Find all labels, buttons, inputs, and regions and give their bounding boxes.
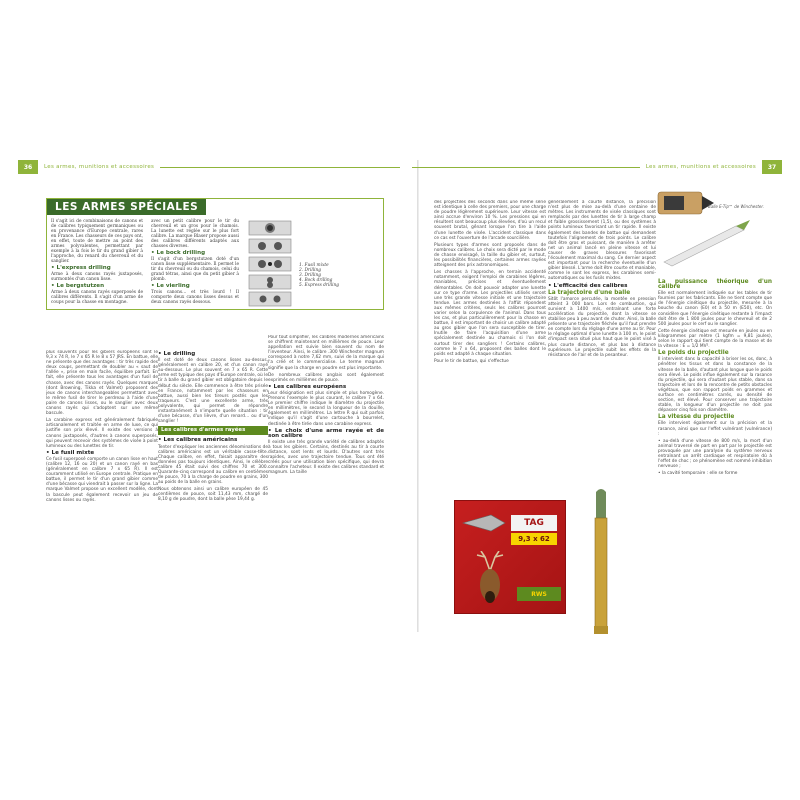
paragraph: Pour le tir de battue, qui s'effectue <box>434 358 509 364</box>
barrel-diagram-3 <box>249 257 291 271</box>
paragraph: • au-delà d'une vitesse de 800 m/s, la mort d'un animal traversé de part en part par le projectile est provoquée par une paralysie du système nerveux entraînant un arrêt cardiaque et respiratoire dû à l'effet de choc ; ce phénomène est nommé inhibition nerveuse ; <box>658 438 772 470</box>
etip-caption: Balle E-Tip™ de Winchester. <box>708 204 764 209</box>
left-column-2 <box>158 350 268 630</box>
box-heading-vierling: • Le vierling <box>151 283 190 289</box>
paragraph: Il est doté de deux canons lisses au-dessus, généralement en calibre 20, et d'un canon rayé au-dessous. Le plus souvent en 7 x 65 R. Cette arme est typique des pays d'Europe centrale, où le tir à balle du grand gibier est obligatoire depuis le début du siècle. Elle commence à être très prisée en France, notamment par les chasseurs en battue, aussi bien les tireurs postés que les traqueurs. C'est une excellente arme, très polyvalente, qui permet de répondre instantanément à n'importe quelle situation : tir d'une bécasse, d'un lièvre, d'un renard… ou d'un sanglier ! <box>158 358 268 425</box>
box-heading-bergstutzen: • Le bergstutzen <box>51 283 105 289</box>
heading-poids: Le poids du projectile <box>658 350 729 357</box>
heading-puissance: La puissance théorique d'un calibre <box>658 279 772 291</box>
paragraph: Sitôt l'amorce percutée, la montée en pression atteint 3 000 bars. Lors de combustion, qui survient à 1400 m/s, entraînant une forte accélération du projectile, dont la vitesse se stabilise peu à peu avant de chuter. Ainsi, la balle présente une trajectoire fléchée qu'il faut prendre en compte lors du réglage d'une arme au tir. Pour le réglage optimal d'une lunette à 100 m, le point d'impact sera situé plus haut que le point visé à plus courte distance, et plus bas à distance supérieure. Le projectile subit les effets de la résistance de l'air et de la pesanteur. <box>548 296 656 358</box>
box-heading-express-drilling: • L'express drilling <box>51 265 111 271</box>
paragraph: plus souvents pour les gibiers européens sont le 9,3 x 74 R, le 7 x 65 R le 8 x 57 JRS. En battue, elle ne présente que des avantages : tir très rapide des deux coups, permettant de doubler au « saut de l'allée », prise en main facile, équilibre parfait. En fait, elle présente tous les avantages d'un fusil de chasse, avec des canons rayés. Quelques marques (dont Browning, Tikka et Valmet) proposent des jeux de canons interchangeables permettant avec le même fusil de tirer le perdreau à l'aide d'une paire de canons lisses, ou le sanglier avec deux canons rayés qui s'adoptent sur une même bascule. <box>46 350 158 417</box>
box-text: Il s'agit d'un bergstutzen doté d'un canon lisse supplémentaire. Il permet le tir du chevreuil ou du chamois, celui du grand tétras, ainsi que du petit gibier à plomb. <box>151 257 239 282</box>
paragraph: De nombreux calibres anglais sont également exprimés en millièmes de pouce. <box>268 372 384 383</box>
legend-item: 1. Fusil mixte <box>299 263 329 268</box>
paragraph: généralement à courte distance, la précision n'est plus de mise au-delà d'une centaine de mètres. Les instruments de visée classiques sont remplacés par des lunettes de tir à large champ et faible grossissement (1,5), ou des systèmes à points lumineux favorisant un tir rapide. Il existe également des bandes de battue qui demandent toutefois l'alignement de trois points. Le calibre doit être gros et puissant, de manière à arrêter net un animal lancé en pleine vitesse et lui causer de graves blessures favorisant l'écoulement maximal du sang. Ce dernier aspect est important pour la recherche éventuelle d'un gibier blessé. L'arme doit être courte et maniable, comme le sont les express, les carabines semi-automatiques ou les fusils mixtes. <box>548 200 656 282</box>
right-column-2 <box>548 200 656 490</box>
legend-item: 5. Express drilling <box>299 283 339 288</box>
heading-efficacite: • L'efficacité des calibres <box>548 282 628 289</box>
heading-fusil-mixte: • Le fusil mixte <box>46 449 95 456</box>
ammo-box-photo <box>454 500 566 614</box>
heading-vitesse: La vitesse du projectile <box>658 414 735 421</box>
magazine-spread <box>18 160 782 632</box>
box-text: Trois canons… et très lourd ! Il comporte deux canons lisses dessus et deux canons rayés dessous. <box>151 290 239 305</box>
paragraph: Plusieurs types d'armes sont proposés dans de nombreux calibres. Le choix sera dicté par le mode de chasse envisagé, la taille du gibier et, surtout, les possibilités financières, certaines armes rayées atteignent des prix astronomiques. <box>434 242 546 269</box>
heading-calibres-europeens: • Les calibres européens <box>268 383 347 390</box>
heading-trajectoire: La trajectoire d'une balle <box>548 289 631 296</box>
right-column-3 <box>658 278 772 630</box>
cartridge-photo <box>590 488 612 636</box>
paragraph: Pour tout simplifier, les calibres modernes américains se chiffrent maintenant en millièmes de pouce. Leur appellation est suivie bien souvent du nom de l'inventeur. Ainsi, le calibre .300 Winchester magnum correspond à notre 7,62 mm, suivi de la marque qui l'a créé et le commercialise. Le terme magnum signifie que la charge en poudre est plus importante. <box>268 335 384 371</box>
barrel-diagram-2 <box>249 239 291 253</box>
box-text: Arme à deux canons rayés juxtaposés, surmontés d'un canon lisse. <box>51 272 143 282</box>
box-text: avec un petit calibre pour le tir du chevreuil et un gros pour le chamois. La lunette est réglée sur le plus fort calibre. La marque Blaser propose aussi des calibres différents adaptés aux chasses diverses. <box>151 219 239 249</box>
heading-calibres-americains: • Les calibres américains <box>158 437 238 444</box>
left-header <box>18 160 400 174</box>
box-heading-bock-drilling: • Le bock drilling <box>151 250 206 256</box>
bullet-illustration <box>461 511 511 535</box>
etip-bullet-photo <box>644 184 764 274</box>
right-header <box>412 160 782 174</box>
paragraph: Nous obtenons ainsi un calibre européen de 45 centièmes de pouce, soit 11,43 mm, chargé de 8,10 g de poudre, dont la balle pèse 19,44 g. <box>158 487 268 503</box>
paragraph: Elle intervient également sur la précision et la rasance, ainsi que sur l'effet vulnérant (vulnérance) : <box>658 421 772 437</box>
section-band-calibres: Les calibres d'armes rayées <box>158 426 268 435</box>
box-text: Arme à deux canons rayés superposés de calibres différents. Il s'agit d'un arme de coups pour la chasse en montagne. <box>51 290 143 305</box>
paragraph: Ce fusil superposé comporte un canon lisse en haut (calibre 12, 16 ou 20) et un canon rayé en bas (généralement en calibre 7 x 65 R). Il est couramment utilisé en Europe centrale. Pratique en battue, il permet le tir d'un grand gibier comme d'une bécasse qui viendrait à passer sur la ligne. La marque Valmet propose un excellent modèle, dont la bascule peut également recevoir un jeu de canons lisses ou rayés. <box>46 456 158 503</box>
barrel-legend <box>299 263 369 288</box>
ammo-brand-logo: RWS <box>517 587 561 601</box>
paragraph: • la cavité temporaire : elle se forme <box>658 471 738 477</box>
paragraph: Tenter d'expliquer les anciennes dénominations de calibres américains est un véritable casse-tête. Chaque calibre, en effet, faisait apparaître des données pas toujours identiques. Ainsi, le célèbre calibre 45 était suivi des chiffres 70 et 300. Quarante-cinq correspond au calibre en centièmes de pouce, 70 à la charge de poudre en grains, 300 au poids de la balle en grains. <box>158 444 268 486</box>
right-column-1 <box>434 200 546 496</box>
left-page-number: 36 <box>18 160 38 174</box>
paragraph: Il intervient dans la capacité à briser les os, donc, à pénétrer les tissus et dans la constance de la vitesse de la balle, d'autant plus longue que le poids sera élevé. Le poids influe également sur la rasance du projectile, qui sera d'autant plus stable, dans sa trajectoire et lors de la rencontre de petits obstacles végétaux, que son rapport poids en grammes et surface en centimètres carrés, ou densité de section, est élevé. Pour conserver une trajectoire stable, la longueur d'un projectile ne doit pas dépasser cinq fois son diamètre. <box>658 357 772 414</box>
box-column-2 <box>151 219 239 307</box>
paragraph: Les chasses à l'approche, en terrain accidenté notamment, exigent l'emploi de carabines légères, maniables, précises et éventuellement démontables. On doit pouvoir adapter une lunette sur ce type d'arme. Les projectiles utilisés seront une très grande vitesse initiale et une trajectoire tendue. Les armes destinées à l'affût répondent aux mêmes critères, seuls les calibres pourront varier selon la corpulence de l'animal. Dans tous les cas, et plus particulièrement pour la chasse en battue, il est important de choisir un calibre adapté au gros gibier que l'on sera susceptible de tirer. Inutile de faire l'acquisition d'une arme spécialement destinée au chamois si l'on doit surtout tirer des sangliers ! Certains calibres, comme le 7 x 64, proposent des balles dont le poids est adapté à chaque situation. <box>434 270 546 357</box>
right-page-number: 37 <box>762 160 782 174</box>
legend-item: 3. Drilling <box>299 273 321 278</box>
paragraph: Il existe une très grande variété de calibres adaptés à tous les gibiers. Certains, destinés au tir à courte distance, sont lents et lourds. D'autres sont très rapides, avec une trajectoire tendue. Tous ont été créés pour une utilisation bien spécifique, qui devra connaître l'acheteur. Il existe des calibres standard et magnum. La taille <box>268 439 384 476</box>
left-running-title: Les armes, munitions et accessoires <box>44 164 155 170</box>
special-weapons-box <box>46 198 384 310</box>
barrel-diagram-4 <box>249 275 291 289</box>
bullet-cross-section <box>658 192 714 214</box>
left-column-3 <box>268 335 384 630</box>
bullet-cartridge <box>664 220 750 266</box>
header-rule <box>412 167 640 168</box>
legend-item: 4. Bock drilling <box>299 278 333 283</box>
box-title: LES ARMES SPÉCIALES <box>47 199 206 215</box>
ammo-label-tag: TAG <box>511 515 557 531</box>
deer-head-icon <box>465 551 515 609</box>
paragraph: Leur désignation est plus simple et plus homogène. Prenons l'exemple le plus courant, le calibre 7 x 64. Le premier chiffre indique le diamètre du projectile en millimètres, le second la longueur de la douille, également en millimètres. La lettre R qui suit parfois indique qu'il s'agit d'une cartouche à bourrelet, destinée à être tirée dans une carabine express. <box>268 390 384 427</box>
paragraph: des projectiles des seconds dans une même série est identique à celle des premiers, pour une charge de poudre légèrement supérieure. Leur vitesse est ainsi accrue d'environ 10 %. Les pressions qui en résultent sont beaucoup plus élevées, d'où un recul souvent brutal, gênant lorsque l'on tire à l'aide d'une lunette de visée. L'accident classique dans ce cas est l'ouverture de l'arcade sourcilière. <box>434 200 546 241</box>
heading-choix-arme: • Le choix d'une arme rayée et de son calibre <box>268 427 384 439</box>
box-intro: Il s'agit ici de combinaisons de canons et de calibres typiquement germaniques ou en provenance d'Europe centrale, rares en France. Les chasseurs de ces pays ont, en effet, toute de mettre au point des armes polyvalentes, permettant par exemple à la fois le tir du grand gibier à l'approche, du renard du chevreuil et du sanglier. <box>51 219 143 264</box>
left-column-1 <box>46 350 158 630</box>
heading-drilling: • Le drilling <box>158 351 196 357</box>
paragraph: Cette énergie cinétique est mesurée en joules ou en kilogrammes par mètre (1 kgfm = 9,81 joules), selon le rapport qui tient compte de la masse et de la vitesse : E = 1/2 MV². <box>658 328 772 350</box>
paragraph: Elle est normalement indiquée sur les tables de tir fournies par les fabricants. Elle ne tient compte que de l'énergie cinétique du projectile, mesurée à la bouche du canon (E0) et à 50 m (E50), etc. On considère que l'énergie cinétique restante à l'impact doit être de 1 800 joules pour le chevreuil et de 2 500 joules pour le cerf ou le sanglier. <box>658 291 772 327</box>
barrel-diagram-5 <box>249 292 291 306</box>
header-rule <box>160 167 400 168</box>
ammo-label-caliber: 9,3 x 62 <box>511 533 557 545</box>
legend-item: 2. Drilling <box>299 268 321 273</box>
page-gutter <box>417 160 419 632</box>
right-running-title: Les armes, munitions et accessoires <box>645 164 756 170</box>
box-column-1 <box>51 219 143 307</box>
barrel-diagram-1 <box>249 221 291 235</box>
paragraph: La carabine express est généralement fabriquée artisanalement et traitée en arme de luxe, ce qui justifie son prix élevé. Il existe des versions à canons juxtaposés, d'autres à canons superposés, qui peuvent recevoir des systèmes de visée à point lumineux ou des lunettes de tir. <box>46 418 158 449</box>
